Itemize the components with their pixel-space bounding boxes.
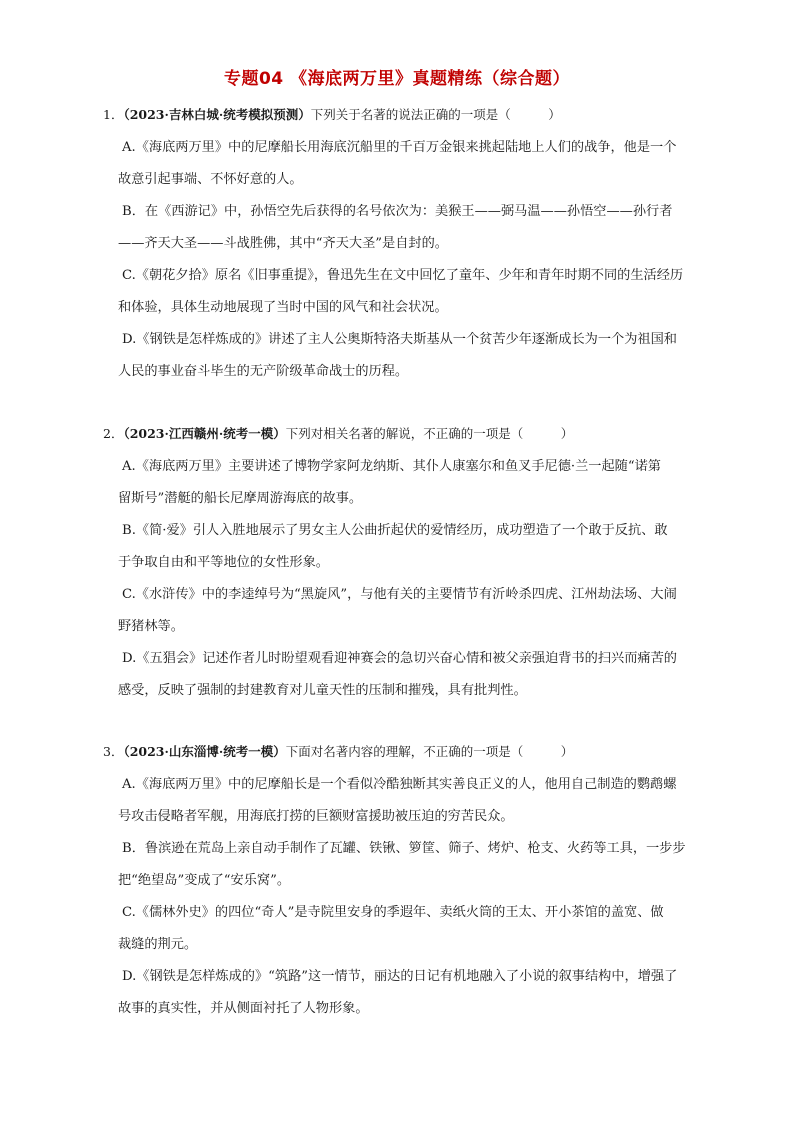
option-line: A.《海底两万里》主要讲述了博物学家阿龙纳斯、其仆人康塞尔和鱼叉手尼德·兰一起随“诺第 [122, 459, 661, 474]
option-line: 故意引起事端、不怀好意的人。 [118, 172, 303, 187]
option-line: C.《朝花夕拾》原名《旧事重提》，鲁迅先生在文中回忆了童年、少年和青年时期不同的生活经历 [122, 268, 684, 283]
question-1-option-a [118, 132, 718, 196]
option-line: 人民的事业奋斗毕生的无产阶级革命战士的历程。 [118, 364, 409, 379]
question-2-option-c [118, 579, 718, 643]
option-line: D.《钢铁是怎样炼成的》“筑路”这一情节，丽达的日记有机地融入了小说的叙事结构中，增强了 [122, 969, 678, 984]
option-line: A.《海底两万里》中的尼摩船长是一个看似冷酷独断其实善良正义的人，他用自己制造的鹦鹉螺 [122, 777, 677, 792]
question-source: （2023·吉林白城·统考模拟预测） [123, 107, 311, 122]
option-line: D.《五猖会》记述作者儿时盼望观看迎神赛会的急切兴奋心情和被父亲强迫背书的扫兴而痛苦的 [122, 651, 677, 666]
question-text: 下列对相关名著的解说，不正确的一项是（ ） [285, 426, 574, 441]
question-number: 3． [103, 744, 124, 759]
question-2-stem [103, 424, 573, 444]
question-1-option-c [118, 260, 718, 324]
option-line: ——齐天大圣——斗战胜佛，其中“齐天大圣”是自封的。 [118, 236, 448, 251]
question-3-option-c [118, 897, 718, 961]
option-line: 感受，反映了强制的封建教育对儿童天性的压制和摧残，具有批判性。 [118, 683, 527, 698]
option-line: A.《海底两万里》中的尼摩船长用海底沉船里的千百万金银来挑起陆地上人们的战争，他是一个 [122, 140, 677, 155]
question-2-option-b [118, 515, 718, 579]
option-line: B.《简·爱》引人入胜地展示了男女主人公曲折起伏的爱情经历，成功塑造了一个敢于反抗、敢 [122, 523, 668, 538]
option-line: C.《水浒传》中的李逵绰号为“黑旋风”，与他有关的主要情节有沂岭杀四虎、江州劫法场、大闹 [122, 587, 677, 602]
option-line: 号攻击侵略者军舰，用海底打捞的巨额财富援助被压迫的穷苦民众。 [118, 809, 514, 824]
option-line: D.《钢铁是怎样炼成的》讲述了主人公奥斯特洛夫斯基从一个贫苦少年逐渐成长为一个为祖国和 [122, 332, 677, 347]
question-3-option-d [118, 961, 718, 1025]
question-3-option-a [118, 769, 718, 833]
option-line: B．在《西游记》中，孙悟空先后获得的名号依次为：美猴王——弼马温——孙悟空——孙行者 [122, 204, 673, 219]
option-line: 和体验，具体生动地展现了当时中国的风气和社会状况。 [118, 300, 448, 315]
option-line: 留斯号”潜艇的船长尼摩周游海底的故事。 [118, 491, 363, 506]
question-1-option-b [118, 196, 718, 260]
option-line: C.《儒林外史》的四位“奇人”是寺院里安身的季遐年、卖纸火筒的王太、开小茶馆的盖宽、做 [122, 905, 664, 920]
option-line: 故事的真实性，并从侧面衬托了人物形象。 [118, 1001, 369, 1016]
option-line: 裁缝的荆元。 [118, 937, 198, 952]
option-line: B．鲁滨逊在荒岛上亲自动手制作了瓦罐、铁锹、箩筐、筛子、烤炉、枪支、火药等工具，一步步 [122, 841, 686, 856]
question-number: 1． [103, 107, 124, 122]
question-2-option-d [118, 643, 718, 707]
question-text: 下面对名著内容的理解，不正确的一项是（ ） [285, 744, 574, 759]
question-source: （2023·山东淄博·统考一模） [123, 744, 286, 759]
option-line: 把“绝望岛”变成了“安乐窝”。 [118, 873, 291, 888]
option-line: 于争取自由和平等地位的女性形象。 [118, 555, 329, 570]
question-source: （2023·江西赣州·统考一模） [123, 426, 286, 441]
question-1-option-d [118, 324, 718, 388]
question-2-option-a [118, 451, 718, 515]
question-1-stem [103, 105, 561, 125]
option-line: 野猪林等。 [118, 619, 184, 634]
question-number: 2． [103, 426, 124, 441]
question-3-option-b [118, 833, 718, 897]
page-title: 专题04 《海底两万里》真题精练（综合题） [223, 69, 571, 89]
question-text: 下列关于名著的说法正确的一项是（ ） [310, 107, 561, 122]
question-3-stem [103, 742, 573, 762]
